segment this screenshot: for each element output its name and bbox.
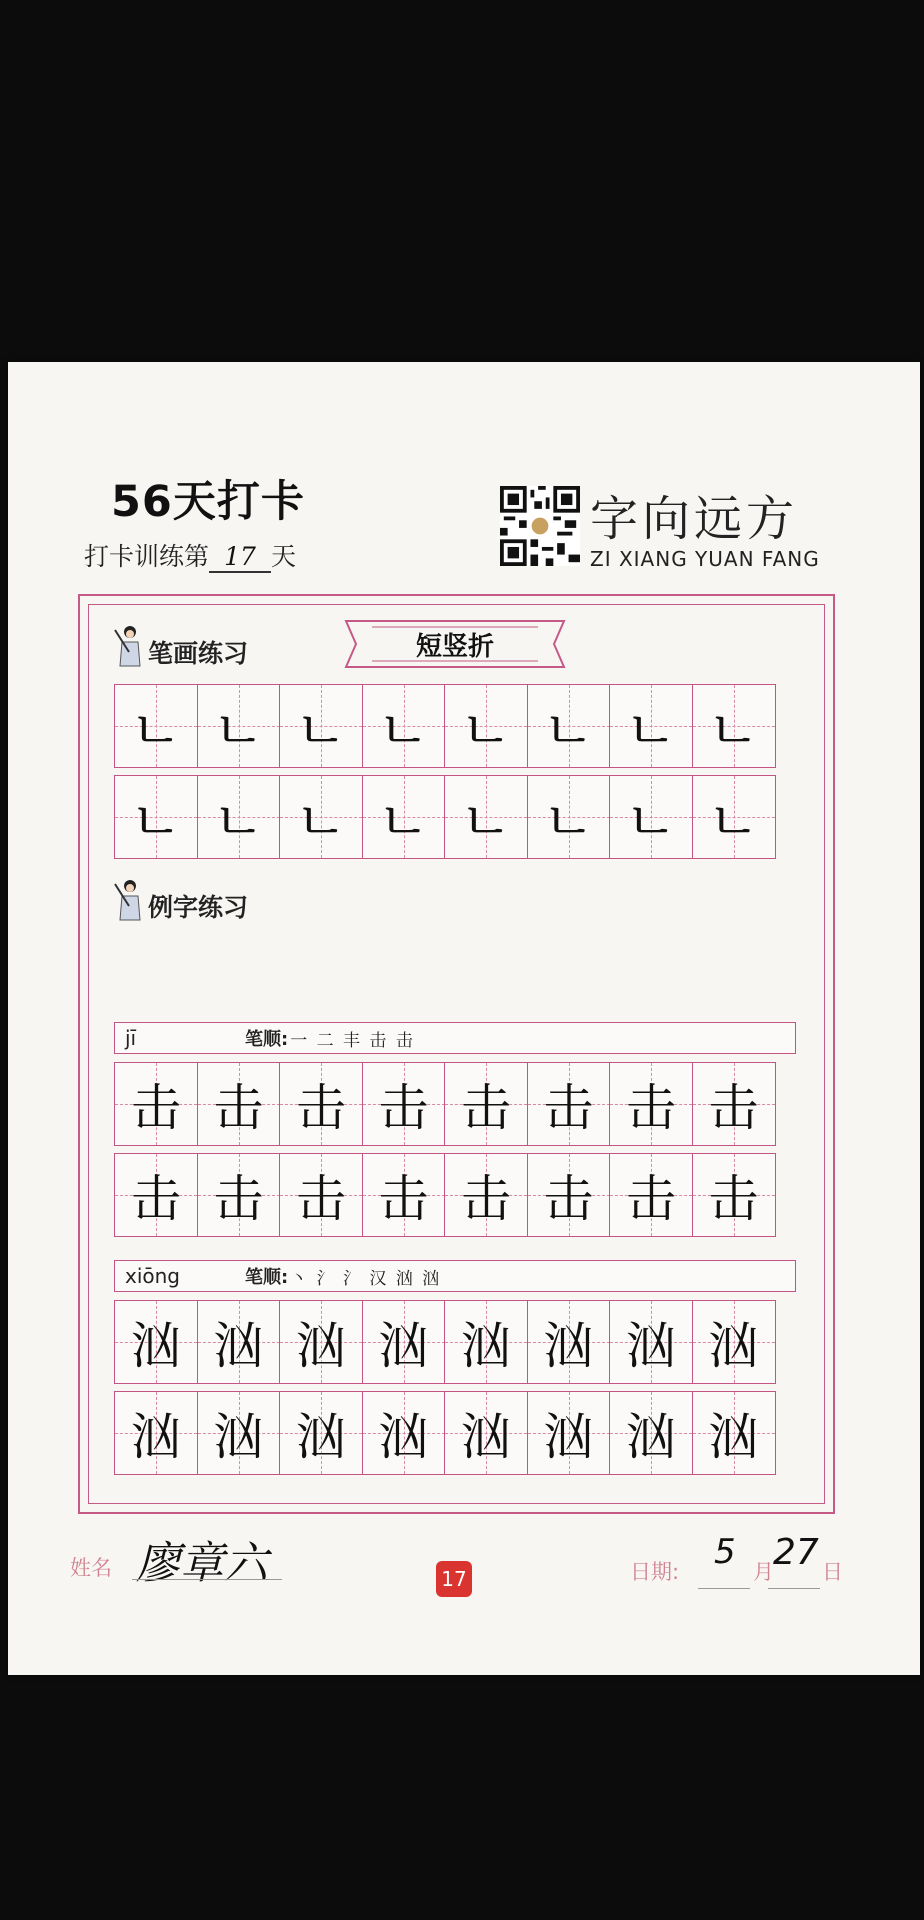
- name-value[interactable]: 廖章六: [136, 1538, 268, 1589]
- grid-cell[interactable]: [197, 1300, 281, 1384]
- grid-cell[interactable]: [609, 1391, 693, 1475]
- char-glyph: 击: [708, 1170, 759, 1228]
- grid-cell[interactable]: [279, 1391, 363, 1475]
- grid-cell[interactable]: [609, 775, 693, 859]
- grid-cell[interactable]: [692, 1300, 776, 1384]
- char-row-2: [114, 1391, 774, 1475]
- subtitle-prefix: 打卡训练第: [84, 542, 210, 571]
- char-glyph: 汹: [543, 1317, 594, 1375]
- char-glyph: 击: [296, 1170, 346, 1228]
- grid-cell[interactable]: [527, 1153, 611, 1237]
- grid-cell[interactable]: [114, 1153, 198, 1237]
- char-glyph: 汹: [378, 1408, 429, 1466]
- char-glyph: 汹: [296, 1317, 346, 1375]
- char-glyph: 汹: [626, 1317, 676, 1375]
- char-row-1: [114, 1300, 774, 1384]
- grid-cell[interactable]: [444, 775, 528, 859]
- char-glyph: 汹: [708, 1408, 759, 1466]
- stroke-order-label: 笔顺:: [245, 1267, 289, 1288]
- grid-cell[interactable]: [279, 684, 363, 768]
- grid-cell[interactable]: [197, 684, 281, 768]
- stroke-glyph: ㄴ: [377, 789, 430, 853]
- grid-cell[interactable]: [362, 775, 446, 859]
- grid-cell[interactable]: [609, 684, 693, 768]
- pinyin: jī: [125, 1026, 137, 1050]
- stroke-glyph: ㄴ: [624, 698, 678, 762]
- char-grid-xiong: [114, 1300, 774, 1475]
- page-title: 56天打卡: [111, 477, 305, 527]
- grid-cell[interactable]: [609, 1153, 693, 1237]
- char-glyph: 汹: [378, 1317, 429, 1375]
- grid-cell[interactable]: [692, 1153, 776, 1237]
- stroke-glyph: ㄴ: [459, 789, 513, 853]
- name-label: 姓名: [70, 1556, 112, 1580]
- stroke-glyph: ㄴ: [707, 789, 760, 853]
- char-glyph: 汹: [131, 1317, 181, 1375]
- grid-cell[interactable]: [527, 775, 611, 859]
- grid-cell[interactable]: [609, 1062, 693, 1146]
- page-number-badge: 17: [436, 1561, 472, 1597]
- grid-cell[interactable]: [362, 1062, 446, 1146]
- char-glyph: 汹: [296, 1408, 346, 1466]
- char-glyph: 击: [461, 1079, 511, 1137]
- char-glyph: 击: [213, 1079, 264, 1137]
- lesson-title-wrap: [342, 617, 568, 671]
- grid-cell[interactable]: [362, 684, 446, 768]
- char-glyph: 击: [378, 1170, 429, 1228]
- grid-cell[interactable]: [279, 1300, 363, 1384]
- grid-cell[interactable]: [197, 775, 281, 859]
- stroke-glyph: ㄴ: [377, 698, 430, 762]
- stroke-glyph: ㄴ: [707, 698, 760, 762]
- brand-logo-en: ZI XIANG YUAN FANG: [590, 547, 820, 571]
- stroke-row-2: [114, 775, 774, 859]
- stroke-glyph: ㄴ: [624, 789, 678, 853]
- stroke-grid: [114, 684, 774, 859]
- grid-cell[interactable]: [362, 1300, 446, 1384]
- grid-cell[interactable]: [527, 684, 611, 768]
- char-glyph: 击: [461, 1170, 511, 1228]
- stroke-row-1: [114, 684, 774, 768]
- char-row-1: [114, 1062, 774, 1146]
- grid-cell[interactable]: [692, 1391, 776, 1475]
- char-glyph: 汹: [461, 1317, 511, 1375]
- char-glyph: 击: [626, 1079, 676, 1137]
- char-info-bar-ji: [114, 1022, 796, 1054]
- grid-cell[interactable]: [527, 1391, 611, 1475]
- day-number: 17: [209, 542, 271, 573]
- checkin-day-line: [84, 537, 296, 573]
- char-glyph: 击: [543, 1079, 594, 1137]
- date-label: 日期:: [630, 1560, 680, 1584]
- grid-cell[interactable]: [527, 1062, 611, 1146]
- pinyin: xiōng: [125, 1264, 180, 1288]
- stroke-practice-label: 笔画练习: [148, 639, 249, 668]
- char-glyph: 击: [296, 1079, 346, 1137]
- scholar-figure-icon: [113, 624, 143, 668]
- grid-cell[interactable]: [114, 775, 198, 859]
- grid-cell[interactable]: [692, 684, 776, 768]
- stroke-glyph: ㄴ: [542, 789, 595, 853]
- stroke-glyph: ㄴ: [459, 698, 513, 762]
- grid-cell[interactable]: [444, 1391, 528, 1475]
- grid-cell[interactable]: [444, 1153, 528, 1237]
- grid-cell[interactable]: [692, 1062, 776, 1146]
- grid-cell[interactable]: [197, 1391, 281, 1475]
- char-glyph: 汹: [708, 1317, 759, 1375]
- grid-cell[interactable]: [609, 1300, 693, 1384]
- char-glyph: 汹: [131, 1408, 181, 1466]
- grid-cell[interactable]: [279, 1153, 363, 1237]
- grid-cell[interactable]: [197, 1062, 281, 1146]
- stroke-glyph: ㄴ: [294, 698, 348, 762]
- char-grid-ji: [114, 1062, 774, 1237]
- char-glyph: 汹: [213, 1408, 264, 1466]
- stroke-order: 一 二 丰 击 击: [290, 1030, 415, 1051]
- subtitle-suffix: 天: [271, 542, 297, 571]
- qr-code-icon: [500, 486, 580, 566]
- char-glyph: 击: [213, 1170, 264, 1228]
- char-glyph: 击: [543, 1170, 594, 1228]
- stroke-glyph: ㄴ: [294, 789, 348, 853]
- grid-cell[interactable]: [114, 1300, 198, 1384]
- char-glyph: 击: [378, 1079, 429, 1137]
- stroke-glyph: ㄴ: [542, 698, 595, 762]
- char-row-2: [114, 1153, 774, 1237]
- char-glyph: 汹: [213, 1317, 264, 1375]
- grid-cell[interactable]: [527, 1300, 611, 1384]
- date-month-value[interactable]: 5: [714, 1532, 736, 1572]
- brand-logo-cn: 字向远方: [590, 491, 799, 547]
- grid-cell[interactable]: [114, 1391, 198, 1475]
- grid-cell[interactable]: [279, 775, 363, 859]
- lesson-title: 短竖折: [415, 632, 494, 662]
- stroke-glyph: ㄴ: [129, 698, 183, 762]
- example-practice-label: 例字练习: [148, 893, 249, 922]
- stroke-glyph: ㄴ: [212, 789, 265, 853]
- grid-cell[interactable]: [114, 684, 198, 768]
- char-info-bar-xiong: [114, 1260, 796, 1292]
- grid-cell[interactable]: [692, 775, 776, 859]
- grid-cell[interactable]: [444, 1300, 528, 1384]
- grid-cell[interactable]: [444, 684, 528, 768]
- day-label: 日: [822, 1560, 843, 1584]
- date-day-value[interactable]: 27: [773, 1532, 819, 1573]
- name-underline: [132, 1579, 282, 1580]
- scholar-figure-icon: [113, 878, 143, 922]
- char-glyph: 汹: [461, 1408, 511, 1466]
- grid-cell[interactable]: [362, 1391, 446, 1475]
- char-glyph: 汹: [626, 1408, 676, 1466]
- grid-cell[interactable]: [362, 1153, 446, 1237]
- stroke-order: 丶 氵 氵 汉 汹 汹: [290, 1268, 442, 1289]
- stroke-glyph: ㄴ: [212, 698, 265, 762]
- month-label: 月: [753, 1560, 774, 1584]
- day-underline: [768, 1588, 820, 1589]
- grid-cell[interactable]: [114, 1062, 198, 1146]
- grid-cell[interactable]: [444, 1062, 528, 1146]
- grid-cell[interactable]: [279, 1062, 363, 1146]
- char-glyph: 击: [626, 1170, 676, 1228]
- stroke-order-label: 笔顺:: [245, 1029, 289, 1050]
- practice-sheet: [8, 362, 920, 1675]
- char-glyph: 汹: [543, 1408, 594, 1466]
- char-glyph: 击: [131, 1170, 181, 1228]
- month-underline: [698, 1588, 750, 1589]
- char-glyph: 击: [131, 1079, 181, 1137]
- stroke-glyph: ㄴ: [129, 789, 183, 853]
- grid-cell[interactable]: [197, 1153, 281, 1237]
- char-glyph: 击: [708, 1079, 759, 1137]
